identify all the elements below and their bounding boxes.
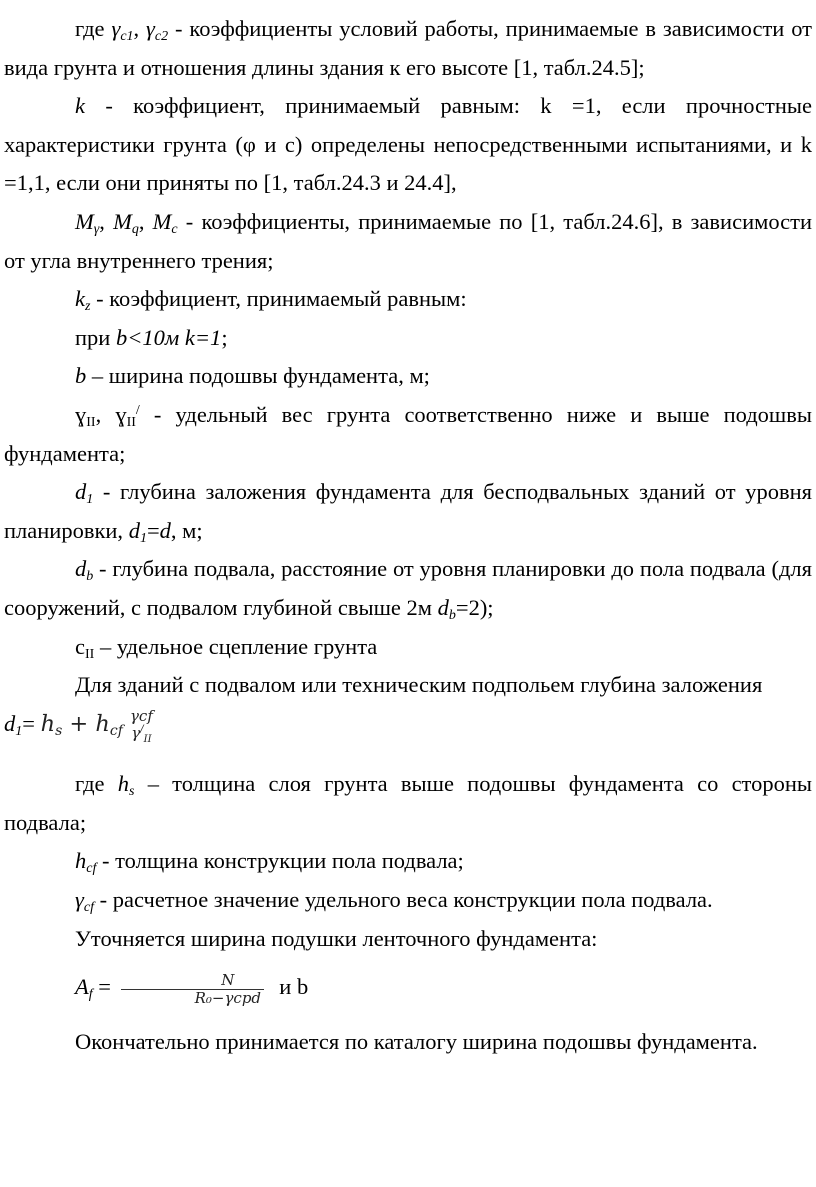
text-run: d — [75, 556, 87, 582]
text-run: γ — [111, 16, 121, 41]
text-run: – удельное сцепление грунта — [94, 633, 378, 659]
text-run: - коэффициенты условий работы, принимаемые в зависимости от вида грунта и отношения длины здания к его высоте [1, табл.24.5]; — [4, 16, 813, 80]
text-run: M — [113, 208, 132, 234]
text-run: где — [75, 16, 112, 41]
text-run: cf — [86, 861, 97, 877]
formula-term: + h — [62, 710, 110, 737]
fraction-denominator: R₀−γcpd — [121, 989, 264, 1007]
formula-equals: = — [92, 974, 117, 1000]
formula-basement-depth — [4, 705, 812, 744]
text-run: , — [138, 208, 153, 234]
paragraph-p13 — [4, 765, 812, 842]
text-run: γ — [75, 887, 84, 913]
text-run: b — [86, 569, 94, 585]
text-run: II — [86, 414, 96, 430]
text-run: при — [75, 324, 116, 350]
formula-equals: = — [22, 710, 41, 736]
text-run: - коэффициент, принимаемый равным: k =1, если прочностные характеристики грунта (φ и с) определены непосредственными испытаниями, и k =1,1, если они приняты по [1, табл.24.3 и 24.4], — [4, 93, 812, 196]
text-run: Для зданий с подвалом или техническим подпольем глубина заложения — [75, 672, 763, 698]
text-run: b — [448, 607, 456, 623]
paragraph-p5 — [4, 319, 812, 358]
formula-tail: и b — [279, 974, 309, 1000]
paragraph-p3 — [4, 203, 812, 280]
text-run: II — [126, 414, 136, 430]
paragraph-p7 — [4, 396, 812, 473]
text-run: M — [152, 208, 172, 234]
paragraph-p15 — [4, 881, 812, 920]
text-run: - коэффициент, принимаемый равным: — [90, 286, 467, 312]
text-run: q — [131, 221, 139, 237]
text-run: d — [437, 594, 449, 620]
text-run: с — [75, 633, 85, 659]
formula-lhs: d — [4, 710, 16, 736]
text-run: - глубина заложения фундамента для бесподвальных зданий от уровня планировки, — [4, 479, 812, 543]
formula-fraction — [121, 972, 264, 1007]
formula-term-sub: s — [55, 722, 63, 739]
text-run: b — [75, 363, 87, 389]
text-run: - толщина конструкции пола подвала; — [96, 848, 464, 874]
text-run: - глубина подвала, расстояние от уровня планировки до пола подвала (для сооружений, с подвалом глубиной свыше 2м — [4, 556, 812, 620]
text-run: - удельный вес грунта соответственно ниже и выше подошвы фундамента; — [4, 401, 812, 466]
text-run: 1 — [86, 492, 94, 508]
text-run: γ — [93, 221, 100, 237]
text-run: – ширина подошвы фундамента, м; — [86, 363, 430, 389]
text-run: / — [135, 402, 140, 418]
paragraph-p2 — [4, 87, 812, 203]
text-run: ɣ — [75, 401, 87, 427]
paragraph-p18 — [4, 1023, 812, 1062]
text-run: где — [75, 771, 118, 797]
paragraph-p9 — [4, 550, 812, 627]
text-run: Уточняется ширина подушки ленточного фундамента: — [75, 925, 598, 951]
text-run: z — [85, 299, 91, 315]
text-run: d — [159, 517, 171, 543]
fraction-numerator: γcf — [129, 706, 153, 725]
text-run: , — [133, 16, 147, 41]
text-run: 1 — [139, 530, 147, 546]
document-page — [4, 10, 812, 1061]
text-run: Окончательно принимается по каталогу ширина подошвы фундамента. — [75, 1028, 758, 1054]
text-run: b<10м k=1 — [115, 324, 222, 350]
text-run: - коэффициенты, принимаемые по [1, табл.24.6], в зависимости от угла внутреннего трения; — [4, 208, 813, 273]
text-run: k — [75, 286, 85, 312]
fraction-numerator: N — [221, 970, 235, 989]
paragraph-p16 — [4, 920, 812, 959]
text-run: s — [129, 784, 135, 800]
paragraph-p11 — [4, 666, 812, 705]
text-run: = — [146, 517, 160, 543]
text-run: ; — [221, 324, 228, 350]
text-run: k — [75, 93, 85, 119]
paragraph-p4 — [4, 280, 812, 319]
paragraph-p6 — [4, 357, 812, 396]
text-run: c2 — [154, 29, 169, 44]
fraction-denominator: γ — [131, 723, 141, 742]
paragraph-p14 — [4, 842, 812, 881]
formula-lhs-sub: f — [88, 987, 93, 1003]
text-run: , м; — [170, 517, 203, 543]
text-run: c — [171, 221, 178, 237]
text-run: M — [75, 208, 94, 234]
formula-lhs-sub: 1 — [15, 723, 23, 739]
fraction-denominator-sup: / — [140, 723, 144, 735]
text-run: d — [128, 517, 140, 543]
text-run: c1 — [120, 29, 134, 44]
formula-lhs: A — [75, 974, 89, 1000]
text-run: , ɣ — [95, 401, 127, 427]
formula-term-sub: cf — [109, 722, 123, 739]
text-run: d — [75, 479, 87, 505]
text-run: II — [85, 646, 95, 662]
text-run: , — [99, 208, 114, 234]
paragraph-p10 — [4, 628, 812, 667]
fraction-denominator-sub: II — [143, 733, 152, 745]
text-run: h — [117, 771, 130, 797]
text-run: cf — [83, 900, 94, 916]
text-run: - расчетное значение удельного веса конструкции пола подвала. — [93, 887, 713, 913]
text-run: h — [75, 848, 87, 874]
formula-fraction — [127, 706, 156, 745]
formula-term: h — [40, 710, 56, 737]
formula-area — [4, 968, 812, 1007]
text-run: =2); — [455, 594, 494, 620]
text-run: γ — [146, 16, 155, 41]
paragraph-p8 — [4, 473, 812, 550]
text-run: – толщина слоя грунта выше подошвы фундамента со стороны подвала; — [4, 771, 812, 835]
paragraph-p1 — [4, 10, 812, 87]
